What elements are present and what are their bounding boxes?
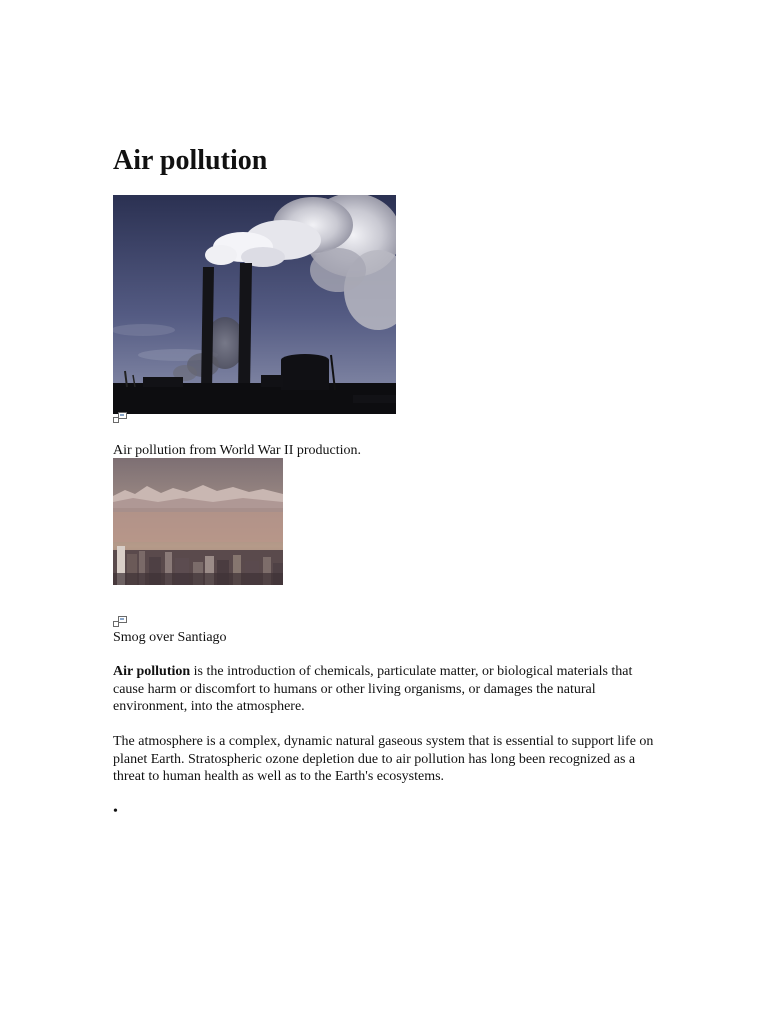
page-title: Air pollution: [113, 145, 268, 176]
bullet-list: [113, 803, 123, 821]
atmosphere-paragraph: The atmosphere is a complex, dynamic natural gaseous system that is essential to support life on planet Earth. Stratospheric ozone depletion due to air pollution has long been recognized as a threat to human health as well as to the Earth's ecosystems.: [113, 734, 654, 784]
santiago-smog-skyline-photo: [113, 458, 283, 585]
list-item: [113, 803, 123, 821]
figure-caption-world-war-ii: Air pollution from World War II production.: [113, 443, 362, 458]
broken-image-icon: [113, 616, 127, 628]
intro-paragraph: [113, 663, 658, 716]
factory-smokestacks-photo: [113, 195, 396, 414]
intro-text: is the introduction of chemicals, particulate matter, or biological materials that cause harm or discomfort to humans or other living organisms, or damages the natural environment, into the atmosphere.: [113, 664, 633, 714]
figure-caption-santiago: Smog over Santiago: [113, 630, 227, 645]
broken-image-icon: [113, 412, 127, 424]
intro-term: Air pollution: [113, 664, 191, 679]
